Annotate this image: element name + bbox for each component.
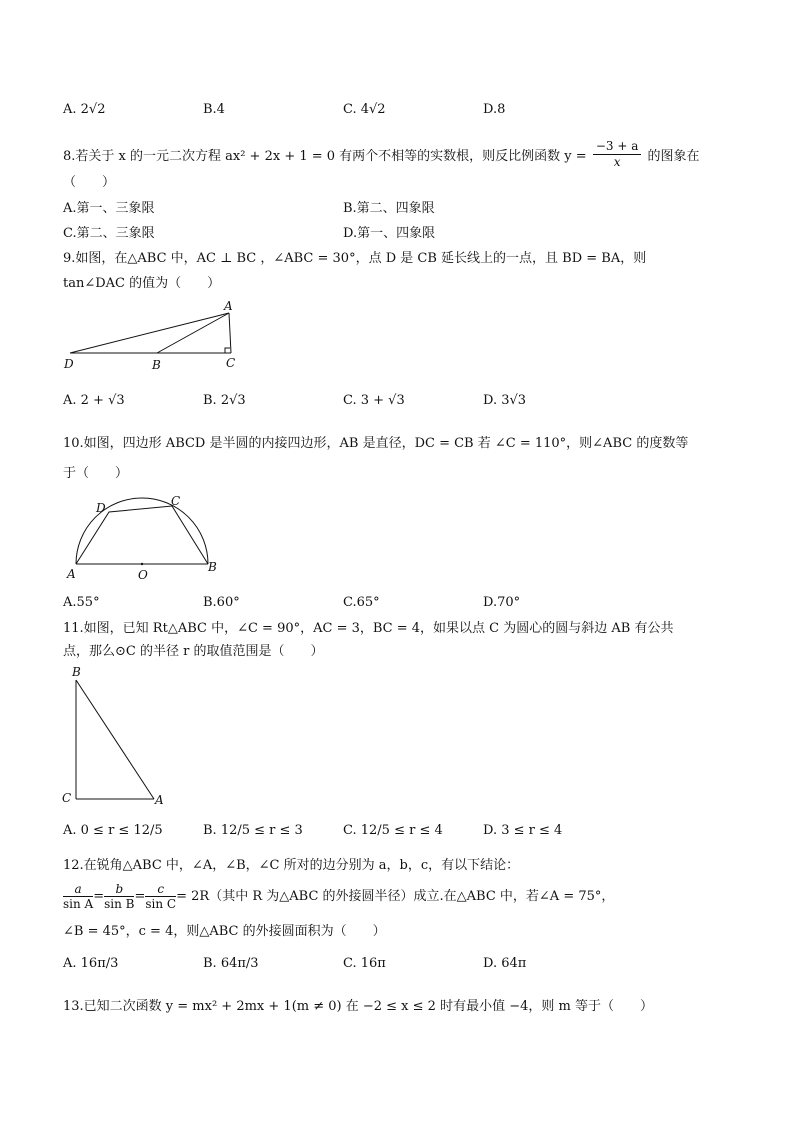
q11-option-a: A. 0 ≤ r ≤ 12/5 [63, 823, 163, 838]
q7-option-c: C. 4√2 [343, 102, 386, 117]
q10-option-b: B.60° [203, 595, 240, 610]
q8-option-a: A.第一、三象限 [63, 201, 155, 216]
q9-figure [60, 298, 250, 376]
q11-option-c: C. 12/5 ≤ r ≤ 4 [343, 823, 443, 838]
q9-option-c: C. 3 + √3 [343, 393, 405, 408]
q8-stem-tail: 的图象在 [647, 149, 700, 164]
q8-frac-denominator: x [613, 155, 621, 169]
q9-label-b: B [152, 358, 161, 372]
q12-stem-line1: 12.在锐角△ABC 中，∠A，∠B，∠C 所对的边分别为 a，b，c，有以下结论： [63, 858, 520, 873]
q9-option-a: A. 2 + √3 [63, 393, 125, 408]
q9-right-angle-mark [225, 348, 230, 353]
q8-stem-line1 [63, 141, 700, 172]
q12-option-d: D. 64π [483, 956, 527, 971]
q8-option-b: B.第二、四象限 [343, 201, 435, 216]
q10-label-a: A [67, 567, 76, 581]
q10-option-a: A.55° [63, 595, 100, 610]
q11-label-c: C [62, 791, 72, 805]
q8-frac-numerator: −3 + a [593, 139, 642, 155]
q9-label-c: C [226, 356, 236, 370]
q11-label-b: B [72, 665, 81, 679]
q10-label-b: B [208, 560, 217, 574]
q8-fraction [593, 139, 642, 170]
q11-option-d: D. 3 ≤ r ≤ 4 [483, 823, 563, 838]
q10-option-d: D.70° [483, 595, 521, 610]
q8-option-d: D.第一、四象限 [343, 226, 436, 241]
q9-segment-ac [229, 313, 231, 353]
q7-option-a: A. 2√2 [63, 102, 106, 117]
q10-label-c: C [171, 494, 181, 508]
q11-figure [60, 662, 180, 810]
q9-label-a: A [224, 299, 233, 313]
q9-stem-line1: 9.如图，在△ABC 中，AC ⊥ BC ，∠ABC = 30°，点 D 是 CB 延长线上的一点，且 BD = BA，则 [63, 251, 647, 266]
q10-label-d: D [96, 501, 106, 515]
q9-segment-ba [157, 313, 229, 353]
q10-label-o: O [138, 568, 148, 582]
q12-frac-c: $\frac{c}{\text{sin C}}$ [145, 882, 177, 911]
q9-option-d: D. 3√3 [483, 393, 527, 408]
q12-stem-line2: $\frac{a}{\text{sin A}}$ = $\frac{b}{\text{sin B}}$ = $\frac{c}{\text{sin C}}$ = 2R（其中 R 为△ABC 的外接圆半径）成立.在△ABC 中，若∠A = 75°， [63, 882, 615, 911]
q9-stem-line2: tan∠DAC 的值为（ ） [63, 276, 221, 291]
q12-stem-line2-tail: = 2R（其中 R 为△ABC 的外接圆半径）成立.在△ABC 中，若∠A = 75°， [176, 889, 615, 904]
q9-option-b: B. 2√3 [203, 393, 246, 408]
q11-segment-ab [76, 680, 154, 799]
q12-frac-a: $\frac{a}{\text{sin A}}$ [63, 882, 94, 911]
q9-label-d: D [64, 357, 74, 371]
q9-segment-da [70, 313, 229, 353]
q11-stem-line2: 点，那么⊙C 的半径 r 的取值范围是（ ） [63, 644, 324, 659]
q10-figure [64, 490, 224, 586]
q10-stem-line1: 10.如图，四边形 ABCD 是半圆的内接四边形，AB 是直径，DC = CB 若 ∠C = 110°，则∠ABC 的度数等 [63, 436, 689, 451]
q12-frac-b: $\frac{b}{\text{sin B}}$ [104, 882, 135, 911]
q8-stem-text: 8.若关于 x 的一元二次方程 ax² + 2x + 1 = 0 有两个不相等的实数根，则反比例函数 y = [63, 149, 587, 164]
q12-option-b: B. 64π/3 [203, 956, 259, 971]
q10-center-point [141, 563, 143, 565]
q8-stem-line2: （ ） [63, 175, 116, 190]
q10-stem-line2: 于（ ） [63, 466, 129, 481]
q7-option-d: D.8 [483, 102, 506, 117]
q8-option-c: C.第二、三象限 [63, 226, 155, 241]
q7-option-b: B.4 [203, 102, 225, 117]
q12-stem-line3: ∠B = 45°，c = 4，则△ABC 的外接圆面积为（ ） [63, 924, 386, 939]
q11-label-a: A [155, 793, 164, 807]
q13-stem-line1: 13.已知二次函数 y = mx² + 2mx + 1(m ≠ 0) 在 −2 ≤ x ≤ 2 时有最小值 −4，则 m 等于（ ） [63, 999, 653, 1014]
q11-stem-line1: 11.如图，已知 Rt△ABC 中，∠C = 90°，AC = 3，BC = 4，如果以点 C 为圆心的圆与斜边 AB 有公共 [63, 621, 674, 636]
q10-option-c: C.65° [343, 595, 380, 610]
q11-option-b: B. 12/5 ≤ r ≤ 3 [203, 823, 303, 838]
q12-option-a: A. 16π/3 [63, 956, 119, 971]
q12-option-c: C. 16π [343, 956, 386, 971]
